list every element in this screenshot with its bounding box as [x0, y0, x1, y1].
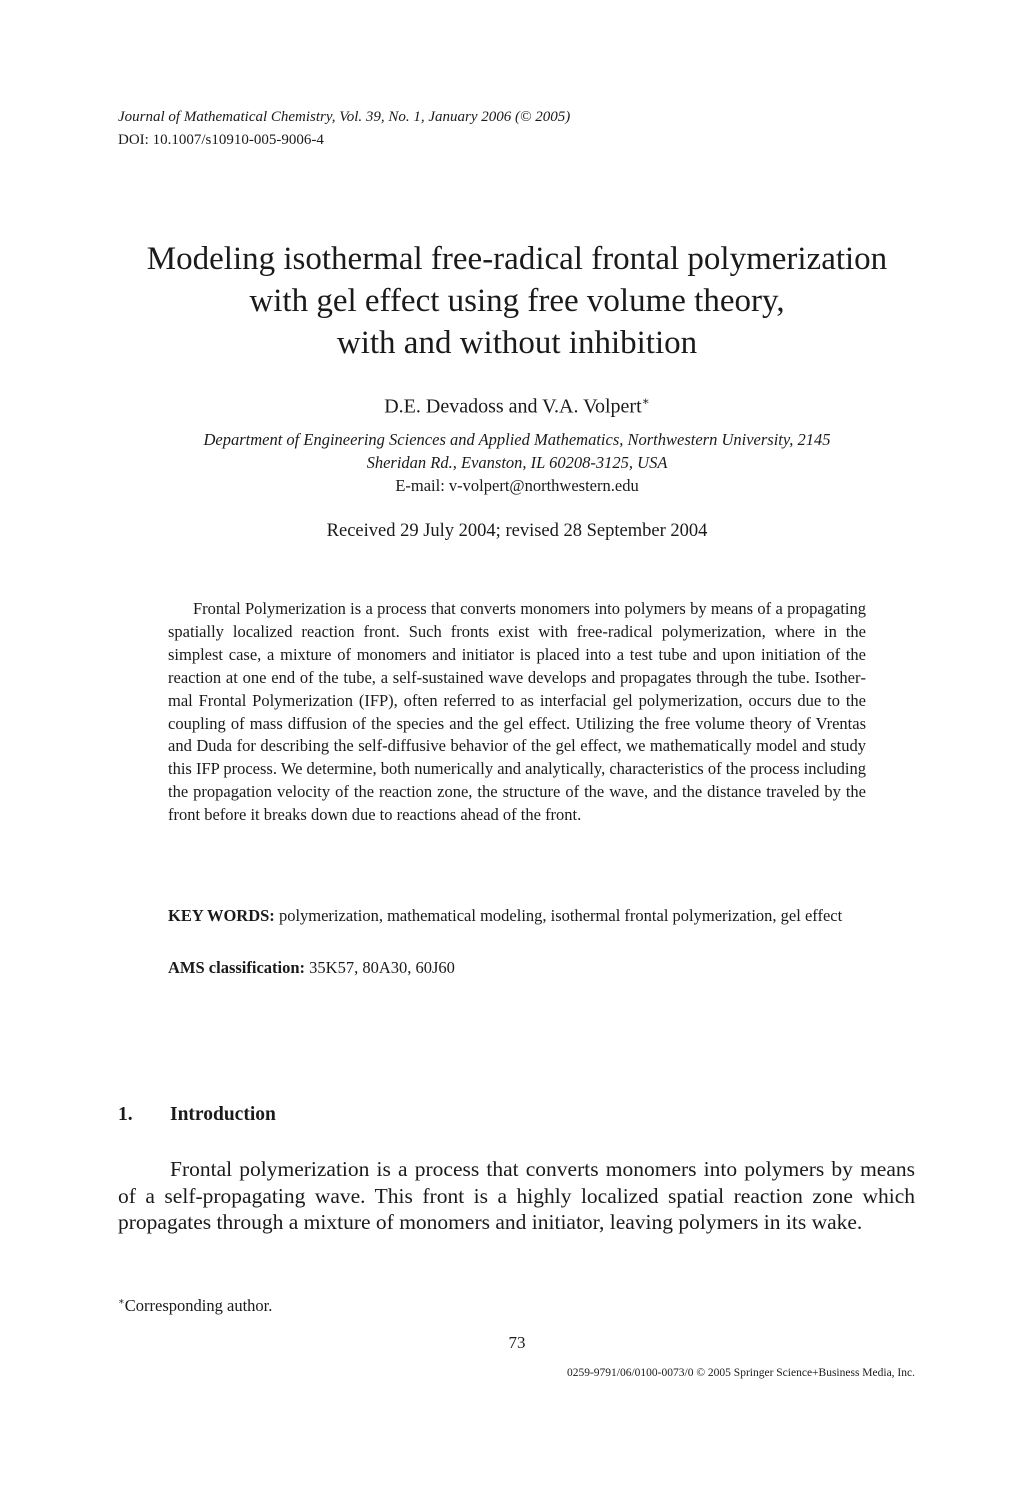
- author-email: E-mail: v-volpert@northwestern.edu: [395, 476, 639, 495]
- section-title: Introduction: [170, 1104, 276, 1125]
- received-dates: Received 29 July 2004; revised 28 September 2004: [326, 521, 708, 541]
- journal-citation: Journal of Mathematical Chemistry, Vol. 39, No. 1, January 2006 (© 2005): [118, 109, 571, 125]
- ams-classification: [168, 958, 866, 978]
- affiliation-block: [0, 428, 1034, 497]
- author-list: [0, 394, 1034, 419]
- footnote-text: Corresponding author.: [124, 1296, 273, 1315]
- corresponding-author-mark: ∗: [641, 394, 650, 408]
- keywords-label: KEY WORDS:: [168, 906, 275, 925]
- doi: DOI: 10.1007/s10910-005-9006-4: [118, 132, 324, 148]
- introduction-paragraph: Frontal polymerization is a process that converts monomers into polymers by means of a self-propagating wave. This front is a highly localized spatial reaction zone which propagates through a mixture of monomers and initiator, leaving polymers in its wake.: [118, 1157, 915, 1235]
- ams-label: AMS classification:: [168, 958, 306, 977]
- affiliation-line-1: Department of Engineering Sciences and Applied Mathematics, Northwestern University, 2145: [203, 430, 831, 449]
- page-number: 73: [508, 1333, 526, 1352]
- title-line-3: with and without inhibition: [336, 325, 698, 361]
- abstract: [168, 598, 866, 827]
- author-names: D.E. Devadoss and V.A. Volpert: [384, 395, 642, 418]
- keywords: [168, 904, 866, 927]
- footnote-mark: ∗: [118, 1296, 125, 1308]
- abstract-text: Frontal Polymerization is a process that converts monomers into polymers by means of a propagating spatially localized reaction front. Such fronts exist with free-radical polymerization, where in the simplest case, a mixture of monomers and initiator is placed into a test tube and upon initiation of the reaction at one end of the tube, a self-sustained wave develops and propagates through the tube. Isothermal Frontal Polymerization (IFP), often referred to as interfacial gel polymerization, occurs due to the coupling of mass diffusion of the species and the gel effect. Utilizing the free volume theory of Vrentas and Duda for describing the self-diffusive behavior of the gel effect, we mathematically model and study this IFP process. We determine, both numerically and analytically, characteristics of the process including the propagation velocity of the reaction zone, the structure of the wave, and the distance traveled by the front before it breaks down due to reactions ahead of the front.: [168, 599, 866, 825]
- section-heading: [118, 1104, 276, 1126]
- title-line-1: Modeling isothermal free-radical frontal polymerization: [146, 241, 888, 277]
- copyright-line: 0259-9791/06/0100-0073/0 © 2005 Springer Science+Business Media, Inc.: [566, 1367, 915, 1379]
- paper-title: [80, 238, 954, 364]
- footnote: [118, 1296, 272, 1316]
- keywords-value: polymerization, mathematical modeling, isothermal frontal polymerization, gel effect: [278, 906, 843, 925]
- affiliation-line-2: Sheridan Rd., Evanston, IL 60208-3125, USA: [366, 453, 668, 472]
- title-line-2: with gel effect using free volume theory,: [249, 283, 785, 319]
- journal-header: [118, 106, 570, 152]
- ams-value: 35K57, 80A30, 60J60: [309, 958, 455, 977]
- section-number: 1.: [118, 1104, 133, 1125]
